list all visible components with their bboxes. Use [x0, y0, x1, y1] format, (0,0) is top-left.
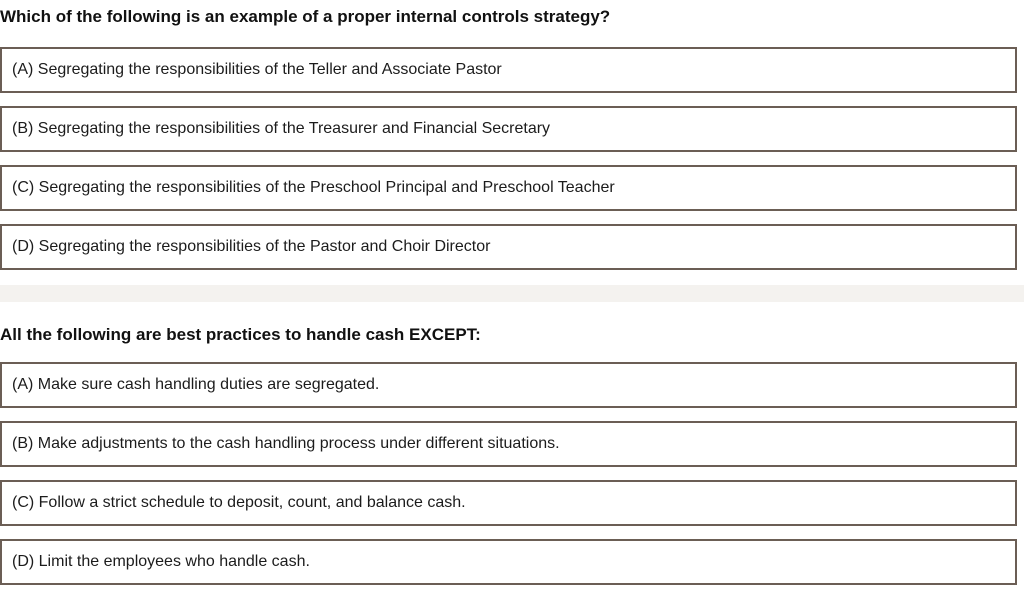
question-2-option-c[interactable]: (C) Follow a strict schedule to deposit, count, and balance cash.	[0, 480, 1017, 526]
question-1-option-d[interactable]: (D) Segregating the responsibilities of the Pastor and Choir Director	[0, 224, 1017, 270]
question-2-option-d[interactable]: (D) Limit the employees who handle cash.	[0, 539, 1017, 585]
section-divider	[0, 285, 1024, 302]
question-1-options	[0, 47, 1018, 270]
question-2-option-b[interactable]: (B) Make adjustments to the cash handling process under different situations.	[0, 421, 1017, 467]
question-1-option-a[interactable]: (A) Segregating the responsibilities of the Teller and Associate Pastor	[0, 47, 1017, 93]
question-1-title: Which of the following is an example of a proper internal controls strategy?	[0, 7, 611, 26]
question-1-option-c[interactable]: (C) Segregating the responsibilities of the Preschool Principal and Preschool Teacher	[0, 165, 1017, 211]
question-1-option-b[interactable]: (B) Segregating the responsibilities of the Treasurer and Financial Secretary	[0, 106, 1017, 152]
question-1	[0, 0, 1018, 270]
question-2-title: All the following are best practices to handle cash EXCEPT:	[0, 325, 481, 344]
question-2-options	[0, 362, 1018, 585]
question-2-option-a[interactable]: (A) Make sure cash handling duties are segregated.	[0, 362, 1017, 408]
question-2	[0, 318, 1018, 585]
